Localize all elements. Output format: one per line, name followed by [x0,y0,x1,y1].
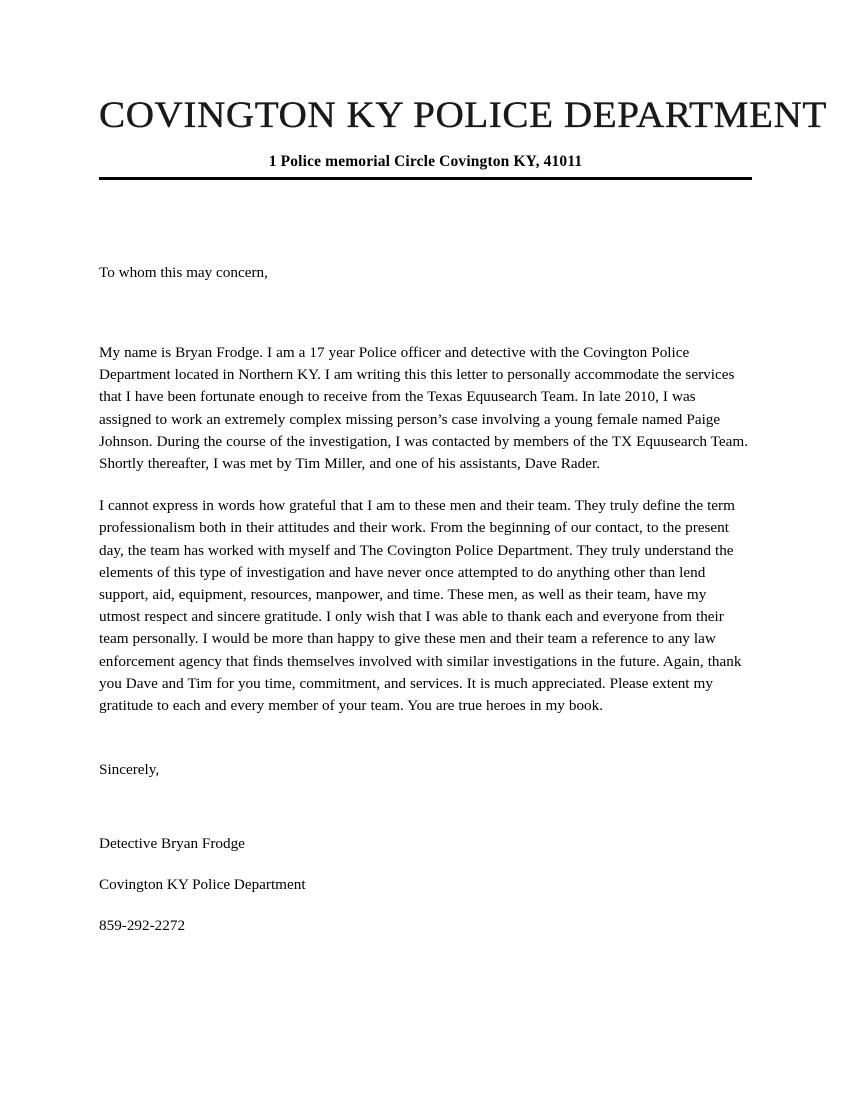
organization-address: 1 Police memorial Circle Covington KY, 41011 [268,153,583,170]
signer-phone: 859-292-2272 [99,917,186,935]
signer-name: Detective Bryan Frodge [99,835,245,853]
body-paragraph-1: My name is Bryan Frodge. I am a 17 year Police officer and detective with the Covington Police Department located in Northern KY. I am writing this this letter to personally accommodate the services that I have been fortunate enough to receive from the Texas Equusearch Team. In late 2010, I was assigned to work an extremely complex missing person’s case involving a young female named Paige Johnson. During the course of the investigation, I was contacted by members of the TX Equusearch Team. Shortly thereafter, I was met by Tim Miller, and one of his assistants, Dave Rader. [99,344,748,473]
closing: Sincerely, [99,761,160,779]
letter-body [99,262,750,937]
signer-organization: Covington KY Police Department [99,876,306,894]
letterhead-divider [99,177,752,180]
signature-block [99,833,750,937]
organization-title: COVINGTON KY POLICE DEPARTMENT [99,95,827,136]
salutation: To whom this may concern, [99,264,268,281]
body-paragraph-2: I cannot express in words how grateful that I am to these men and their team. They truly define the term professionalism both in their attitudes and their work. From the beginning of our contact, to the present day, the team has worked with myself and The Covington Police Department. They truly understand the elements of this type of investigation and have never once attempted to do anything other than lend support, aid, equipment, resources, manpower, and time. These men, as well as their team, have my utmost respect and sincere gratitude. I only wish that I was able to thank each and everyone from their team personally. I would be more than happy to give these men and their team a reference to any law enforcement agency that finds themselves involved with similar investigations in the future. Again, thank you Dave and Tim for you time, commitment, and services. It is much appreciated. Please extent my gratitude to each and every member of your team. You are true heroes in my book. [99,497,742,715]
letterhead [99,94,827,171]
